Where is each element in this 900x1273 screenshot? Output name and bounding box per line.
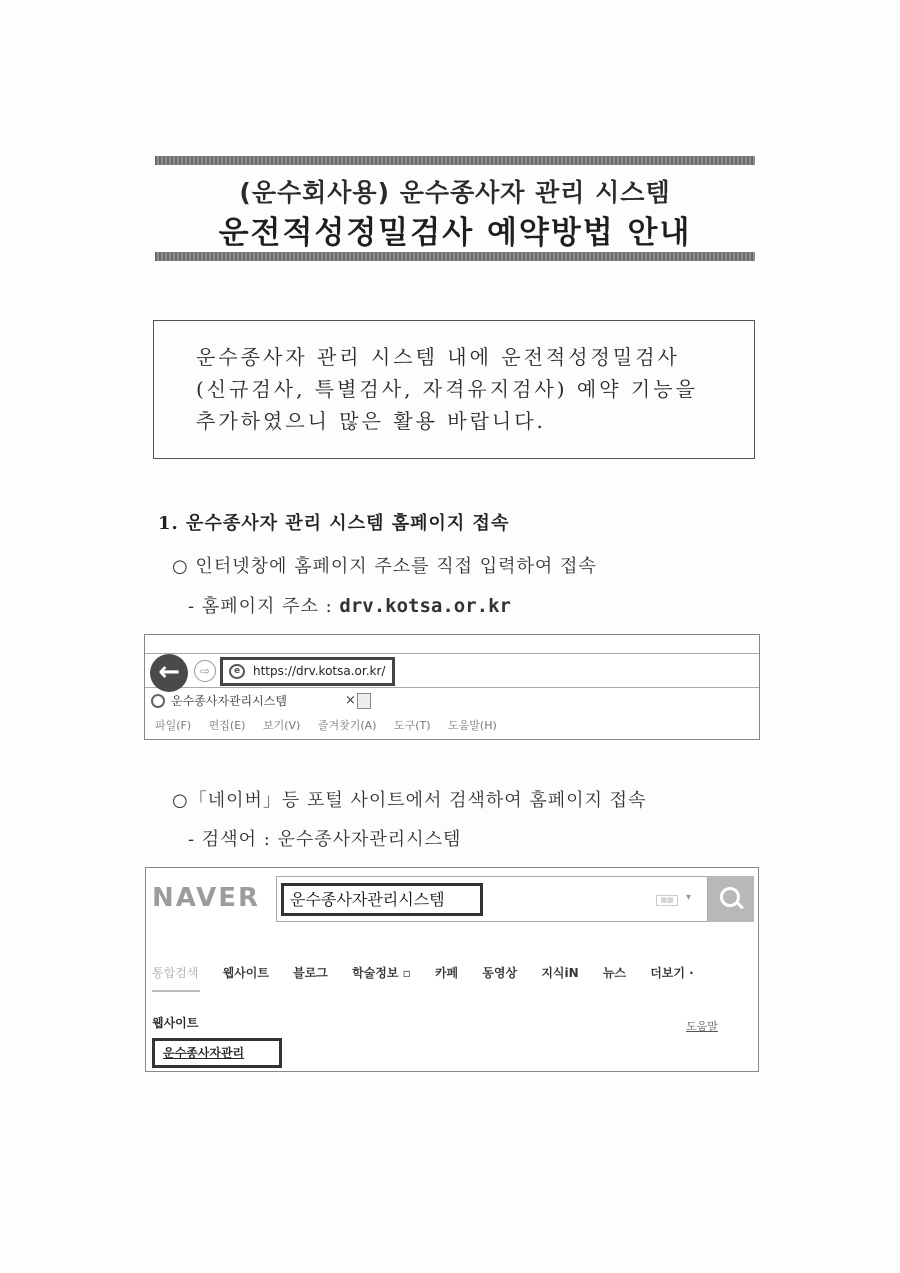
tab-cafe[interactable]: 카페 xyxy=(434,966,459,980)
search-result-link[interactable]: 운수종사자관리 xyxy=(152,1038,282,1068)
title-line-2: 운전적성정밀검사 예약방법 안내 xyxy=(218,215,692,251)
menu-help[interactable]: 도움말(H) xyxy=(448,719,497,732)
browser-divider-top xyxy=(145,653,760,654)
menu-tools[interactable]: 도구(T) xyxy=(393,719,431,732)
close-icon[interactable]: × xyxy=(345,693,356,708)
menu-file[interactable]: 파일(F) xyxy=(155,719,192,732)
keyboard-icon[interactable]: ▦▦ xyxy=(656,895,678,906)
title-block xyxy=(155,156,755,262)
bullet-direct-input: ○ 인터넷창에 홈페이지 주소를 직접 입력하여 접속 xyxy=(172,556,597,577)
notice-box xyxy=(153,320,755,459)
notice-line-3: 추가하였으니 많은 활용 바랍니다. xyxy=(196,409,546,433)
naver-screenshot xyxy=(145,867,759,1072)
search-icon-handle xyxy=(736,902,744,910)
bullet-homepage-address xyxy=(188,592,511,618)
naver-logo: NAVER xyxy=(152,883,261,913)
title-top-bar xyxy=(155,156,755,165)
help-link[interactable]: 도움말 xyxy=(686,1020,718,1033)
section-1-title: 1. 운수종사자 관리 시스템 홈페이지 접속 xyxy=(158,513,510,534)
address-url: https://drv.kotsa.or.kr/ xyxy=(253,664,386,678)
chevron-down-icon[interactable]: ▾ xyxy=(686,892,692,903)
tab-news[interactable]: 뉴스 xyxy=(602,966,627,980)
ie-icon: e xyxy=(229,664,245,679)
tab-website[interactable]: 웹사이트 xyxy=(222,966,269,980)
search-button[interactable] xyxy=(708,876,754,922)
browser-tab[interactable] xyxy=(149,690,359,712)
forward-arrow-icon[interactable]: ⇨ xyxy=(194,660,216,682)
tab-video[interactable]: 동영상 xyxy=(482,966,518,980)
homepage-address-label: - 홈페이지 주소 : xyxy=(188,596,340,617)
browser-menubar xyxy=(155,717,511,733)
homepage-address-value: drv.kotsa.or.kr xyxy=(339,595,511,617)
naver-nav xyxy=(152,964,714,981)
address-bar[interactable] xyxy=(220,657,395,686)
menu-edit[interactable]: 편집(E) xyxy=(208,719,246,732)
tab-blog[interactable]: 블로그 xyxy=(293,966,328,980)
website-section-heading: 웹사이트 xyxy=(152,1016,199,1030)
tab-academic[interactable]: 학술정보 ▫ xyxy=(352,966,411,980)
menu-favorites[interactable]: 즐겨찾기(A) xyxy=(317,719,377,732)
bullet-search-keyword: - 검색어 : 운수종사자관리시스템 xyxy=(188,829,462,850)
browser-divider-middle xyxy=(145,687,760,688)
back-arrow-icon[interactable]: ← xyxy=(150,654,188,692)
tab-kin[interactable]: 지식iN xyxy=(541,966,579,980)
tab-ie-icon xyxy=(151,694,165,708)
new-tab-icon[interactable] xyxy=(357,693,371,709)
notice-line-1: 운수종사자 관리 시스템 내에 운전적성정밀검사 xyxy=(196,345,680,369)
tab-more[interactable]: 더보기 · xyxy=(650,966,694,980)
tab-integrated-search[interactable]: 통합검색 xyxy=(152,966,199,980)
bullet-portal-search: ○「네이버」등 포털 사이트에서 검색하여 홈페이지 접속 xyxy=(172,790,647,811)
title-bottom-bar xyxy=(155,252,755,261)
search-input[interactable]: 운수종사자관리시스템 xyxy=(281,883,483,916)
menu-view[interactable]: 보기(V) xyxy=(262,719,301,732)
tab-title: 운수종사자관리시스템 xyxy=(171,694,287,708)
notice-line-2: (신규검사, 특별검사, 자격유지검사) 예약 기능을 xyxy=(196,377,698,401)
browser-screenshot xyxy=(144,634,760,740)
title-line-1: (운수회사용) 운수종사자 관리 시스템 xyxy=(239,178,671,207)
active-tab-underline xyxy=(152,990,200,992)
